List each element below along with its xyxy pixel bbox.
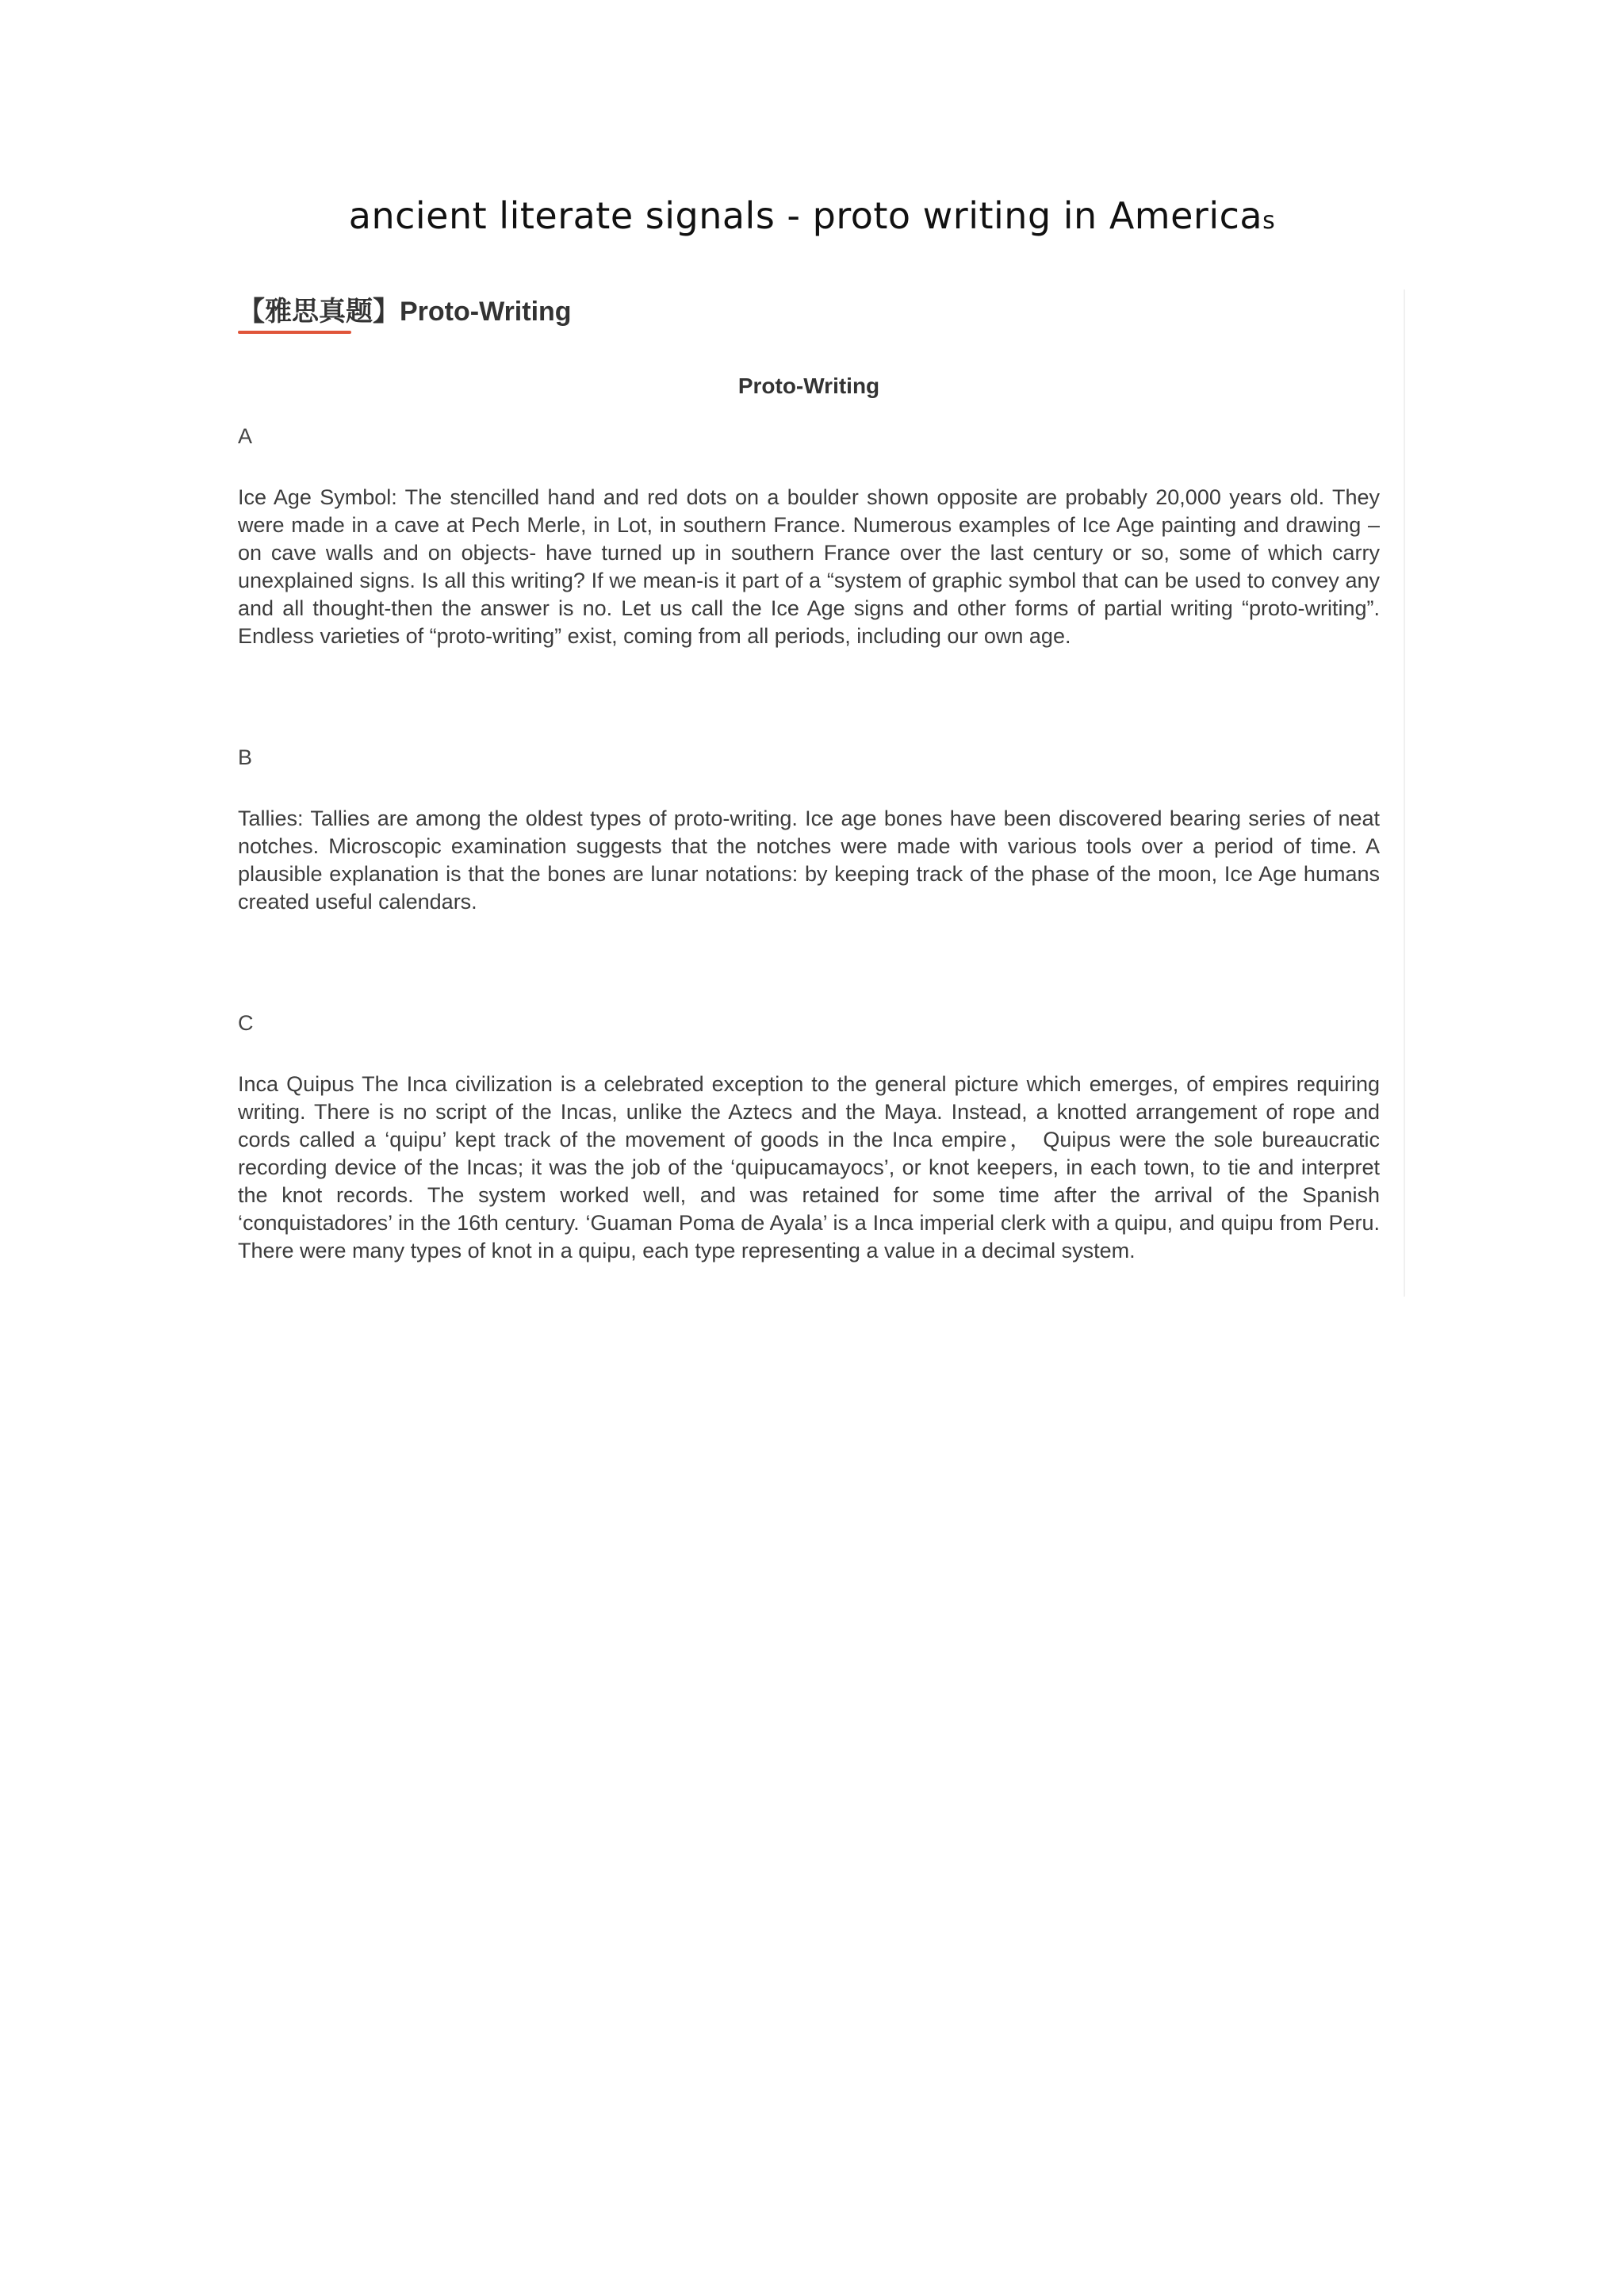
section-body-c: Inca Quipus The Inca civilization is a celebrated exception to the general picture which emerges, of empires requiring writing. There is no script of the Incas, unlike the Aztecs and the Maya. Instead, a knotted arrangement of rope and cords called a ‘quipu’ kept track of the movement of goods in the Inca empire， Quipus were the sole bureaucratic recording device of the Incas; it was the job of the ‘quipucamayocs’, or knot keepers, in each town, to tie and interpret the knot records. The system worked well, and was retained for some time after the arrival of the Spanish ‘conquistadores’ in the 16th century. ‘Guaman Poma de Ayala’ is a Inca imperial clerk with a quipu, and quipu from Peru. There were many types of knot in a quipu, each type representing a value in a decimal system. — [238, 1072, 1380, 1262]
page-title-suffix: s — [1262, 207, 1276, 235]
section-letter-b: B — [238, 745, 253, 769]
section-body-b: Tallies: Tallies are among the oldest types of proto-writing. Ice age bones have been discovered bearing series of neat notches. Microscopic examination suggests that the notches were made with various tools over a period of time. A plausible explanation is that the bones are lunar notations: by keeping track of the phase of the moon, Ice Age humans created useful calendars. — [238, 807, 1380, 914]
page-title — [0, 194, 1624, 237]
article-header: 【雅思真题】Proto-Writing — [238, 297, 572, 327]
section-letter-c: C — [238, 1011, 254, 1035]
section-body-a: Ice Age Symbol: The stencilled hand and red dots on a boulder shown opposite are probably 20,000 years old. They were made in a cave at Pech Merle, in Lot, in southern France. Numerous examples of Ice Age painting and drawing – on cave walls and on objects- have turned up in southern France over the last century or so, some of which carry unexplained signs. Is all this writing? If we mean-is it part of a “system of graphic symbol that can be used to convey any and all thought-then the answer is no. Let us call the Ice Age signs and other forms of partial writing “proto-writing”. Endless varieties of “proto-writing” exist, coming from all periods, including our own age. — [238, 485, 1380, 648]
section-letter-a: A — [238, 424, 253, 448]
article-panel — [238, 289, 1405, 1297]
page-title-main: ancient literate signals - proto writing in America — [348, 194, 1263, 237]
header-underline — [238, 331, 351, 334]
article-subtitle: Proto-Writing — [737, 374, 880, 398]
